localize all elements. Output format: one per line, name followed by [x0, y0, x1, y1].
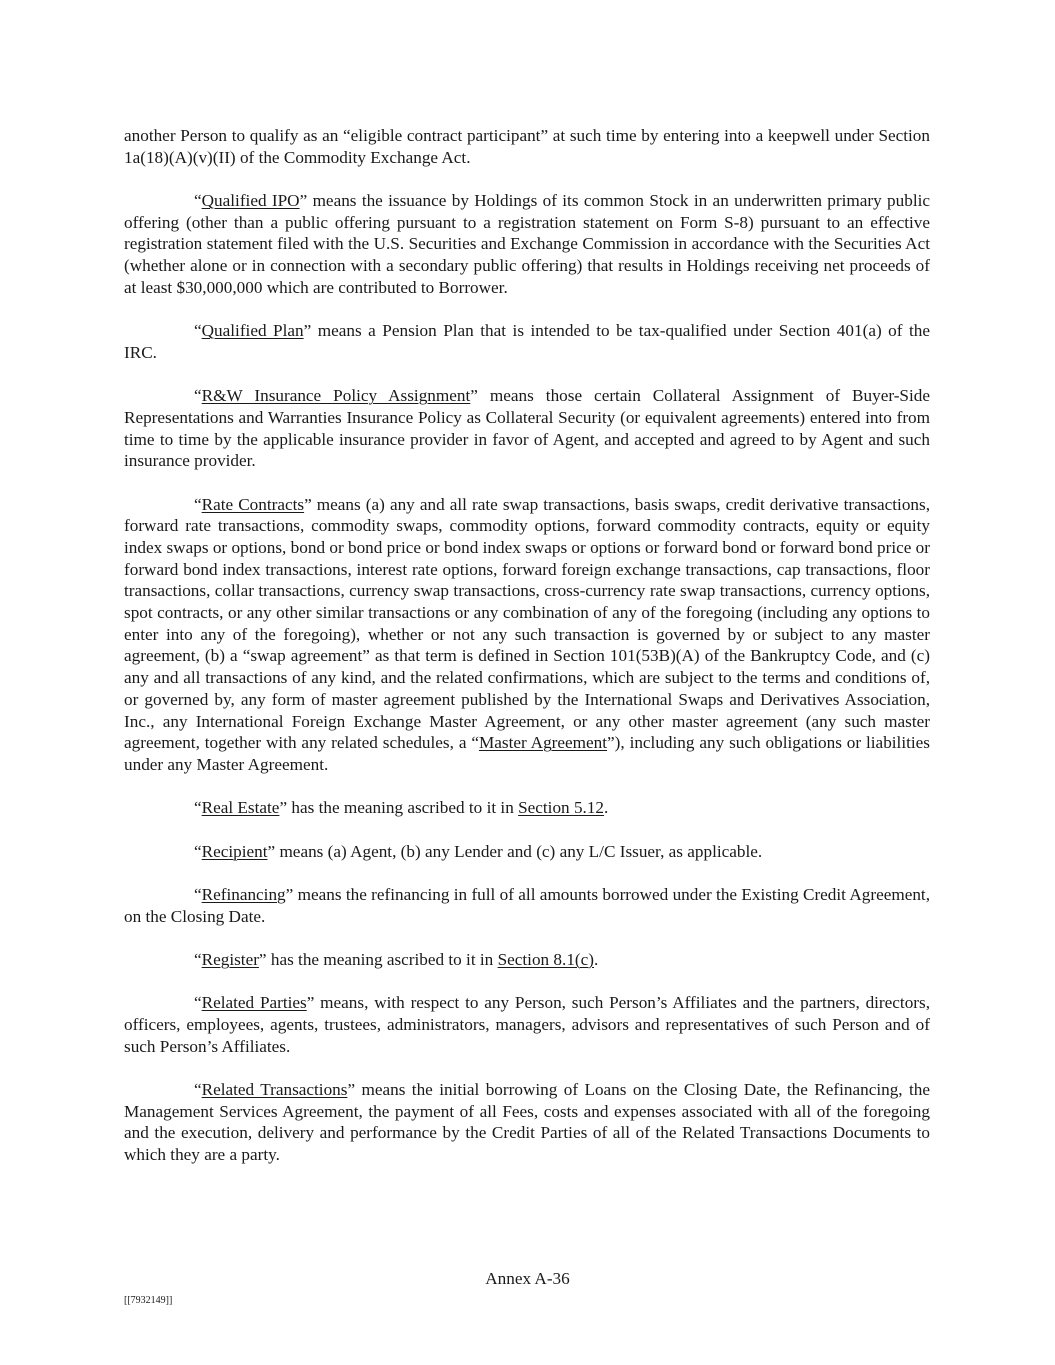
definition-refinancing — [124, 884, 930, 927]
definition-related-transactions — [124, 1079, 930, 1166]
period: . — [594, 949, 599, 969]
quote-open: “ — [194, 841, 202, 861]
definition-qualified-plan — [124, 320, 930, 363]
continuation-paragraph: another Person to qualify as an “eligible contract participant” at such time by entering into a keepwell under Section 1a(18)(A)(v)(II) of the Commodity Exchange Act. — [124, 126, 930, 167]
defined-term: Refinancing — [201, 884, 286, 904]
defined-term: Register — [201, 949, 259, 969]
definition-recipient — [124, 841, 930, 863]
quote-open: “ — [194, 321, 202, 341]
quote-open: “ — [194, 884, 202, 904]
definition-qualified-ipo — [124, 190, 930, 299]
definition-real-estate — [124, 797, 930, 819]
definition-text: ” means the refinancing in full of all amounts borrowed under the Existing Credit Agreement, on the Closing Date. — [124, 884, 930, 926]
quote-open: “ — [194, 386, 202, 406]
definition-text: ” means, with respect to any Person, such Person’s Affiliates and the partners, directors, officers, employees, agents, trustees, administrators, managers, advisors and representatives of such Person and of such Person’s Affiliates. — [124, 993, 930, 1056]
section-reference: Section 8.1(c) — [497, 949, 594, 969]
quote-open: “ — [194, 191, 202, 210]
definition-text: ” has the meaning ascribed to it in — [258, 949, 498, 969]
page-number: Annex A-36 — [485, 1269, 570, 1288]
definition-text: ” means (a) any and all rate swap transactions, basis swaps, credit derivative transactions, forward rate transactions, commodity swaps, commodity options, forward commodity contracts, equity or equity index swaps or options, bond or bond price or bond index swaps or options or forward bond or forward bond price or forward bond index transactions, interest rate options, forward foreign exchange transactions, cap transactions, floor transactions, collar transactions, currency swap transactions, cross-currency rate swap transactions, currency options, spot contracts, or any other similar transactions or any combination of any of the foregoing (including any options to enter into any of the foregoing), whether or not any such transaction is governed by or subject to any master agreement, (b) a “swap agreement” as that term is defined in Section 101(53B)(A) of the Bankruptcy Code, and (c) any and all transactions of any kind, and the related confirmations, which are subject to the terms and conditions of, or governed by, any form of master agreement published by the International Swaps and Derivatives Association, Inc., any International Foreign Exchange Master Agreement, or any other master agreement (any such master agreement, together with any related schedules, a “ — [124, 494, 930, 753]
definition-text-end: ”), including any such obligations or liabilities under any Master Agreement. — [124, 733, 930, 774]
definition-text: ” means (a) Agent, (b) any Lender and (c) any L/C Issuer, as applicable. — [267, 841, 763, 861]
defined-term: Related Parties — [201, 993, 307, 1013]
definition-register — [124, 949, 930, 971]
definition-text: ” has the meaning ascribed to it in — [279, 798, 519, 818]
definition-text: ” means a Pension Plan that is intended to be tax-qualified under Section 401(a) of the IRC. — [124, 321, 930, 362]
defined-term: R&W Insurance Policy Assignment — [201, 386, 471, 406]
quote-open: “ — [194, 798, 202, 818]
definition-rate-contracts — [124, 494, 930, 776]
definition-text: ” means the issuance by Holdings of its common Stock in an underwritten primary public offering (other than a public offering pursuant to a registration statement on Form S-8) pursuant to an effective registration statement filed with the U.S. Securities and Exchange Commission in accordance with the Securities Act (whether alone or in connection with a secondary public offering) that results in Holdings receiving net proceeds of at least $30,000,000 which are contributed to Borrower. — [124, 191, 930, 297]
defined-term: Qualified IPO — [201, 191, 300, 210]
document-id: [[7932149]] — [124, 1295, 173, 1306]
period: . — [604, 798, 609, 818]
defined-term: Real Estate — [201, 798, 280, 818]
definition-related-parties — [124, 992, 930, 1057]
definition-text: ” means those certain Collateral Assignment of Buyer-Side Representations and Warranties Insurance Policy as Collateral Security (or equivalent agreements) entered into from time to time by the applicable insurance provider in favor of Agent, and accepted and agreed to by Agent and such insurance provider. — [124, 386, 930, 471]
document-body — [124, 125, 930, 1187]
quote-open: “ — [194, 1079, 202, 1099]
defined-term: Rate Contracts — [201, 494, 305, 514]
quote-open: “ — [194, 993, 202, 1013]
defined-term: Recipient — [201, 841, 268, 861]
defined-term-master-agreement: Master Agreement — [478, 733, 608, 753]
section-reference: Section 5.12 — [518, 798, 605, 818]
quote-open: “ — [194, 494, 202, 514]
defined-term: Related Transactions — [201, 1079, 348, 1099]
definition-rw-insurance-policy-assignment — [124, 385, 930, 472]
definition-text: ” means the initial borrowing of Loans on the Closing Date, the Refinancing, the Management Services Agreement, the payment of all Fees, costs and expenses associated with all of the foregoing and the execution, delivery and performance by the Credit Parties of all of the Related Transactions Documents to which they are a party. — [124, 1079, 930, 1164]
defined-term: Qualified Plan — [201, 321, 304, 341]
quote-open: “ — [194, 949, 202, 969]
